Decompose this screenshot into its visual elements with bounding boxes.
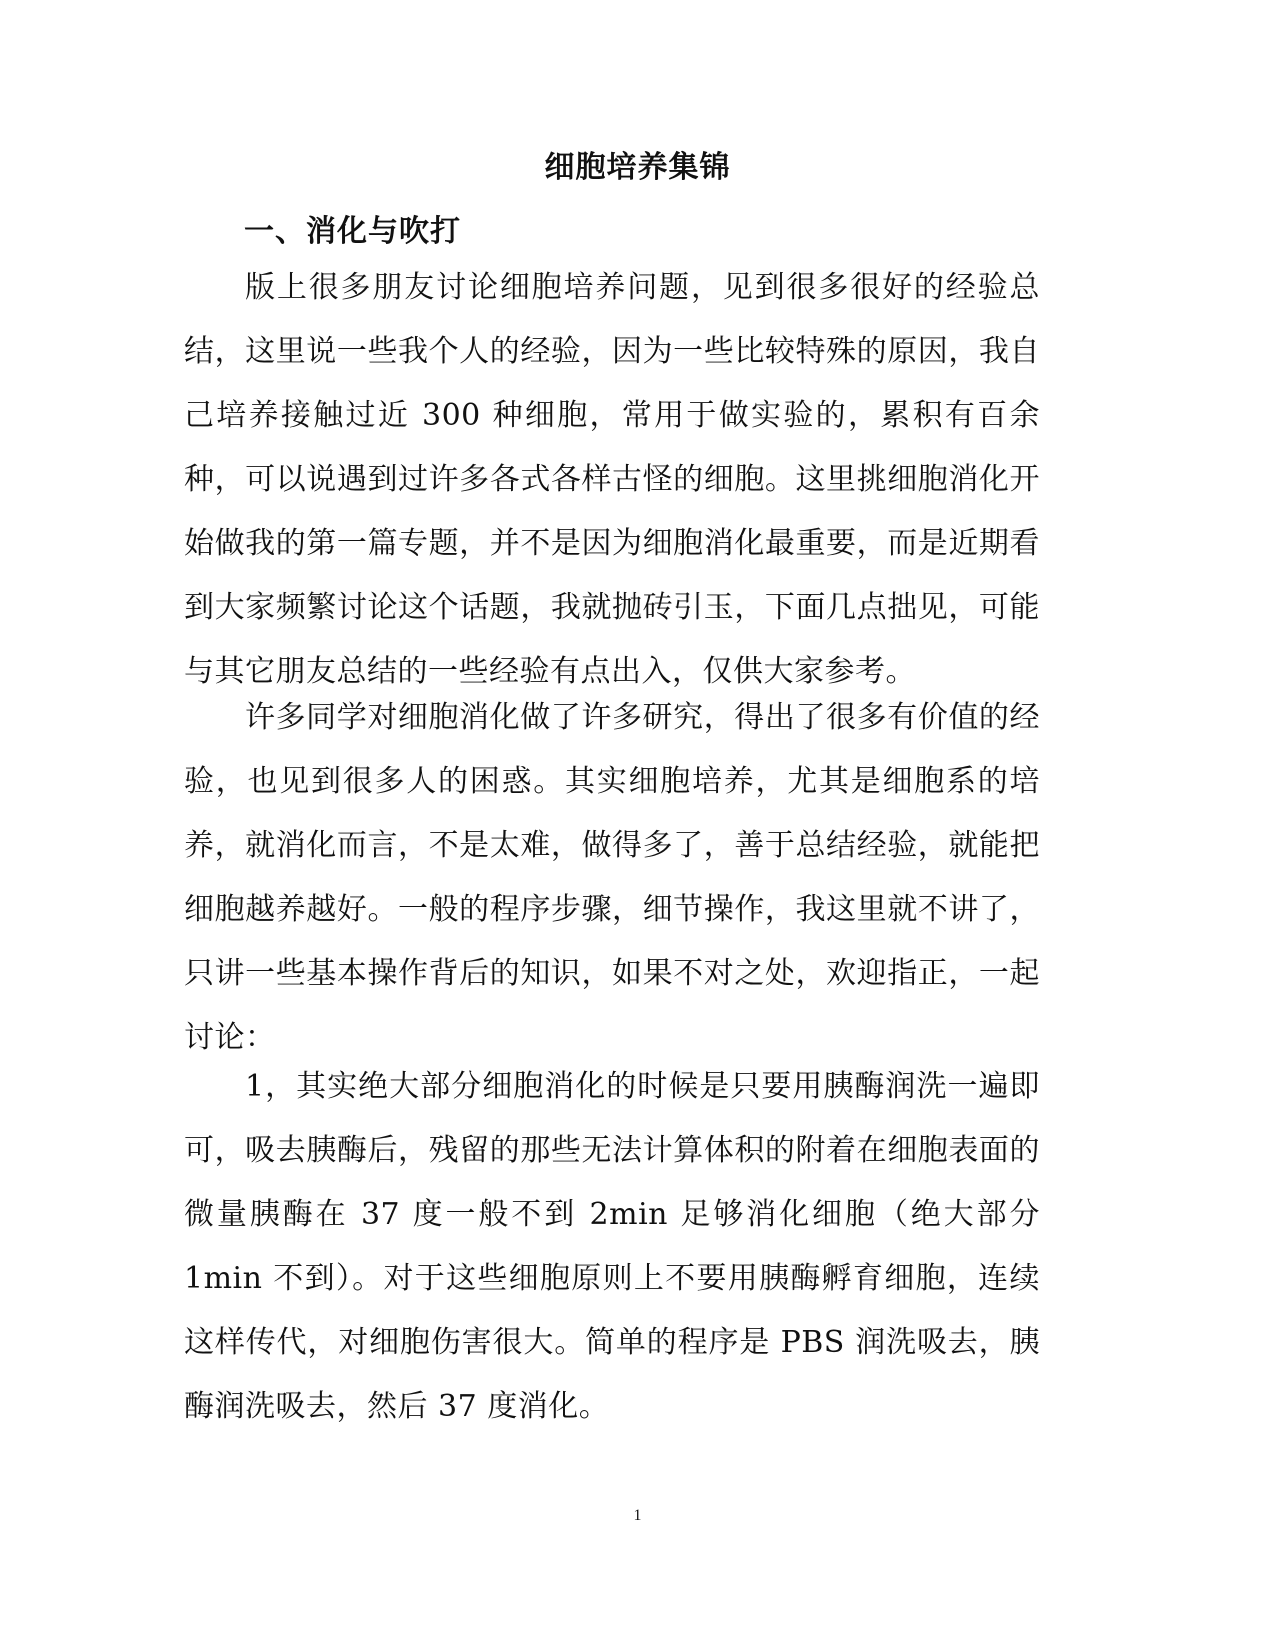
paragraph-point-1: 1，其实绝大部分细胞消化的时候是只要用胰酶润洗一遍即可，吸去胰酶后，残留的那些无法计算体积的附着在细胞表面的微量胰酶在 37 度一般不到 2min 足够消化细胞（绝大部分 1min 不到）。对于这些细胞原则上不要用胰酶孵育细胞，连续这样传代，对细胞伤害很大。简单的程序是 PBS 润洗吸去，胰酶润洗吸去，然后 37 度消化。	[184, 1069, 1040, 1424]
paragraph-intro: 版上很多朋友讨论细胞培养问题，见到很多很好的经验总结，这里说一些我个人的经验，因为一些比较特殊的原因，我自己培养接触过近 300 种细胞，常用于做实验的，累积有百余种，可以说遇到过许多各式各样古怪的细胞。这里挑细胞消化开始做我的第一篇专题，并不是因为细胞消化最重要，而是近期看到大家频繁讨论这个话题，我就抛砖引玉，下面几点拙见，可能与其它朋友总结的一些经验有点出入，仅供大家参考。	[184, 270, 1040, 689]
document-title: 细胞培养集锦	[544, 150, 731, 185]
section-heading: 一、消化与吹打	[244, 214, 461, 249]
paragraph-experience: 许多同学对细胞消化做了许多研究，得出了很多有价值的经验，也见到很多人的困惑。其实细胞培养，尤其是细胞系的培养，就消化而言，不是太难，做得多了，善于总结经验，就能把细胞越养越好。一般的程序步骤，细节操作，我这里就不讲了，只讲一些基本操作背后的知识，如果不对之处，欢迎指正，一起讨论：	[184, 700, 1040, 1055]
page-number: 1	[633, 1507, 642, 1524]
